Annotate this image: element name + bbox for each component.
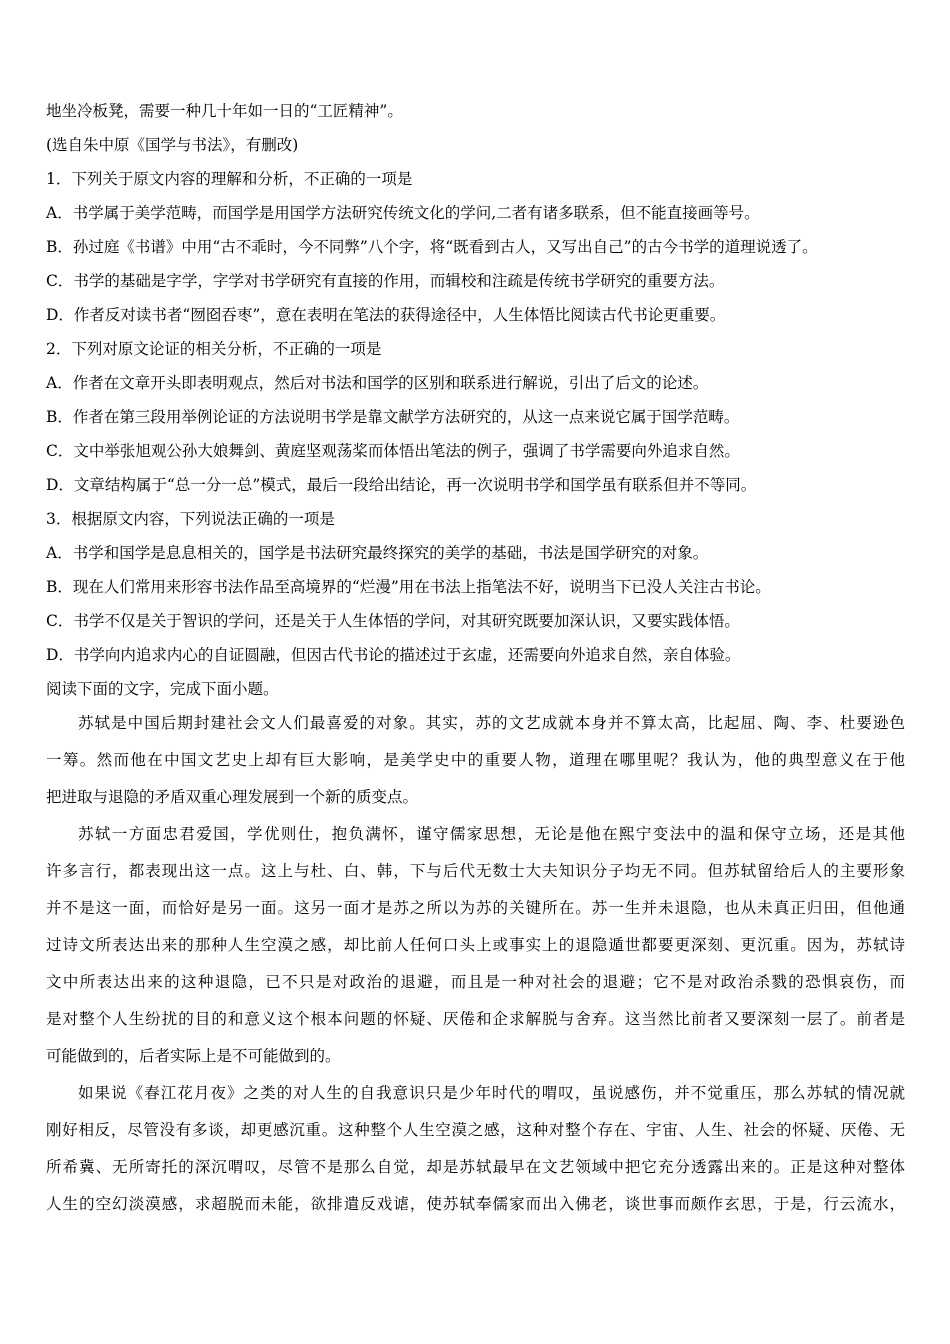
text-line: 地坐冷板凳，需要一种几十年如一日的“工匠精神”。 — [46, 102, 403, 120]
passage-line: 所希冀、无所寄托的深沉喟叹，尽管不是那么自觉，却是苏轼最早在文艺领域中把它充分透露出来的。正是这种对整体 — [46, 1158, 905, 1176]
question-1-option-c: C．书学的基础是字学，字学对书学研究有直接的作用，而辑校和注疏是传统书学研究的重要方法。 — [46, 272, 725, 290]
question-2-option-d: D．文章结构属于“总一分一总”模式，最后一段给出结论，再一次说明书学和国学虽有联系但并不等同。 — [46, 476, 757, 494]
question-2-stem: 2．下列对原文论证的相关分析，不正确的一项是 — [46, 340, 382, 358]
question-1-option-a: A．书学属于美学范畴，而国学是用国学方法研究传统文化的学问,二者有诸多联系，但不能直接画等号。 — [46, 204, 760, 222]
question-3-option-b: B．现在人们常用来形容书法作品至高境界的“烂漫”用在书法上指笔法不好，说明当下已没人关注古书论。 — [46, 578, 771, 596]
passage-line: 人生的空幻淡漠感，求超脱而未能，欲排遣反戏谑，使苏轼奉儒家而出入佛老，谈世事而颇作玄思，于是，行云流水， — [46, 1195, 905, 1213]
question-2-option-b: B．作者在第三段用举例论证的方法说明书学是靠文献学方法研究的，从这一点来说它属于国学范畴。 — [46, 408, 740, 426]
passage-line: 把进取与退隐的矛盾双重心理发展到一个新的质变点。 — [46, 788, 419, 806]
question-1-stem: 1．下列关于原文内容的理解和分析，不正确的一项是 — [46, 170, 413, 188]
passage-line: 一筹。然而他在中国文艺史上却有巨大影响，是美学史中的重要人物，道理在哪里呢？我认为，他的典型意义在于他 — [46, 751, 905, 769]
question-2-option-a: A．作者在文章开头即表明观点，然后对书法和国学的区别和联系进行解说，引出了后文的论述。 — [46, 374, 709, 392]
passage-line: 如果说《春江花月夜》之类的对人生的自我意识只是少年时代的喟叹，虽说感伤，并不觉重压，那么苏轼的情况就 — [78, 1084, 905, 1102]
passage-line: 可能做到的，后者实际上是不可能做到的。 — [46, 1047, 341, 1065]
question-3-option-a: A．书学和国学是息息相关的，国学是书法研究最终探究的美学的基础，书法是国学研究的对象。 — [46, 544, 709, 562]
question-1-option-d: D．作者反对读书者“囫囵吞枣”，意在表明在笔法的获得途径中，人生体悟比阅读古代书论更重要。 — [46, 306, 726, 324]
source-citation: (选自朱中原《国学与书法》，有删改) — [46, 136, 299, 154]
passage-line: 是对整个人生纷扰的目的和意义这个根本问题的怀疑、厌倦和企求解脱与舍弃。这当然比前者又要深刻一层了。前者是 — [46, 1010, 905, 1028]
passage-line: 苏轼一方面忠君爱国，学优则仕，抱负满怀，谨守儒家思想，无论是他在熙宁变法中的温和保守立场，还是其他 — [78, 825, 905, 843]
question-3-stem: 3．根据原文内容，下列说法正确的一项是 — [46, 510, 335, 528]
question-2-option-c: C．文中举张旭观公孙大娘舞剑、黄庭坚观荡桨而体悟出笔法的例子，强调了书学需要向外追求自然。 — [46, 442, 740, 460]
passage-line: 并不是这一面，而恰好是另一面。这另一面才是苏之所以为苏的关键所在。苏一生并未退隐，也从未真正归田，但他通 — [46, 899, 905, 917]
passage-line: 文中所表达出来的这种退隐，已不只是对政治的退避，而且是一种对社会的退避；它不是对政治杀戮的恐惧哀伤，而 — [46, 973, 905, 991]
passage-line: 过诗文所表达出来的那种人生空漠之感，却比前人任何口头上或事实上的退隐遁世都要更深刻、更沉重。因为，苏轼诗 — [46, 936, 905, 954]
reading-instruction: 阅读下面的文字，完成下面小题。 — [46, 680, 279, 698]
passage-line: 许多言行，都表现出这一点。这上与杜、白、韩，下与后代无数士大夫知识分子均无不同。但苏轼留给后人的主要形象 — [46, 862, 905, 880]
question-3-option-c: C．书学不仅是关于智识的学问，还是关于人生体悟的学问，对其研究既要加深认识，又要实践体悟。 — [46, 612, 740, 630]
question-1-option-b: B．孙过庭《书谱》中用“古不乖时，今不同弊”八个字，将“既看到古人，又写出自己”的古今书学的道理说透了。 — [46, 238, 818, 256]
passage-line: 苏轼是中国后期封建社会文人们最喜爱的对象。其实，苏的文艺成就本身并不算太高，比起屈、陶、李、杜要逊色 — [78, 714, 905, 732]
passage-line: 刚好相反，尽管没有多谈，却更感沉重。这种整个人生空漠之感，这种对整个存在、宇宙、人生、社会的怀疑、厌倦、无 — [46, 1121, 905, 1139]
question-3-option-d: D．书学向内追求内心的自证圆融，但因古代书论的描述过于玄虚，还需要向外追求自然，亲自体验。 — [46, 646, 741, 664]
